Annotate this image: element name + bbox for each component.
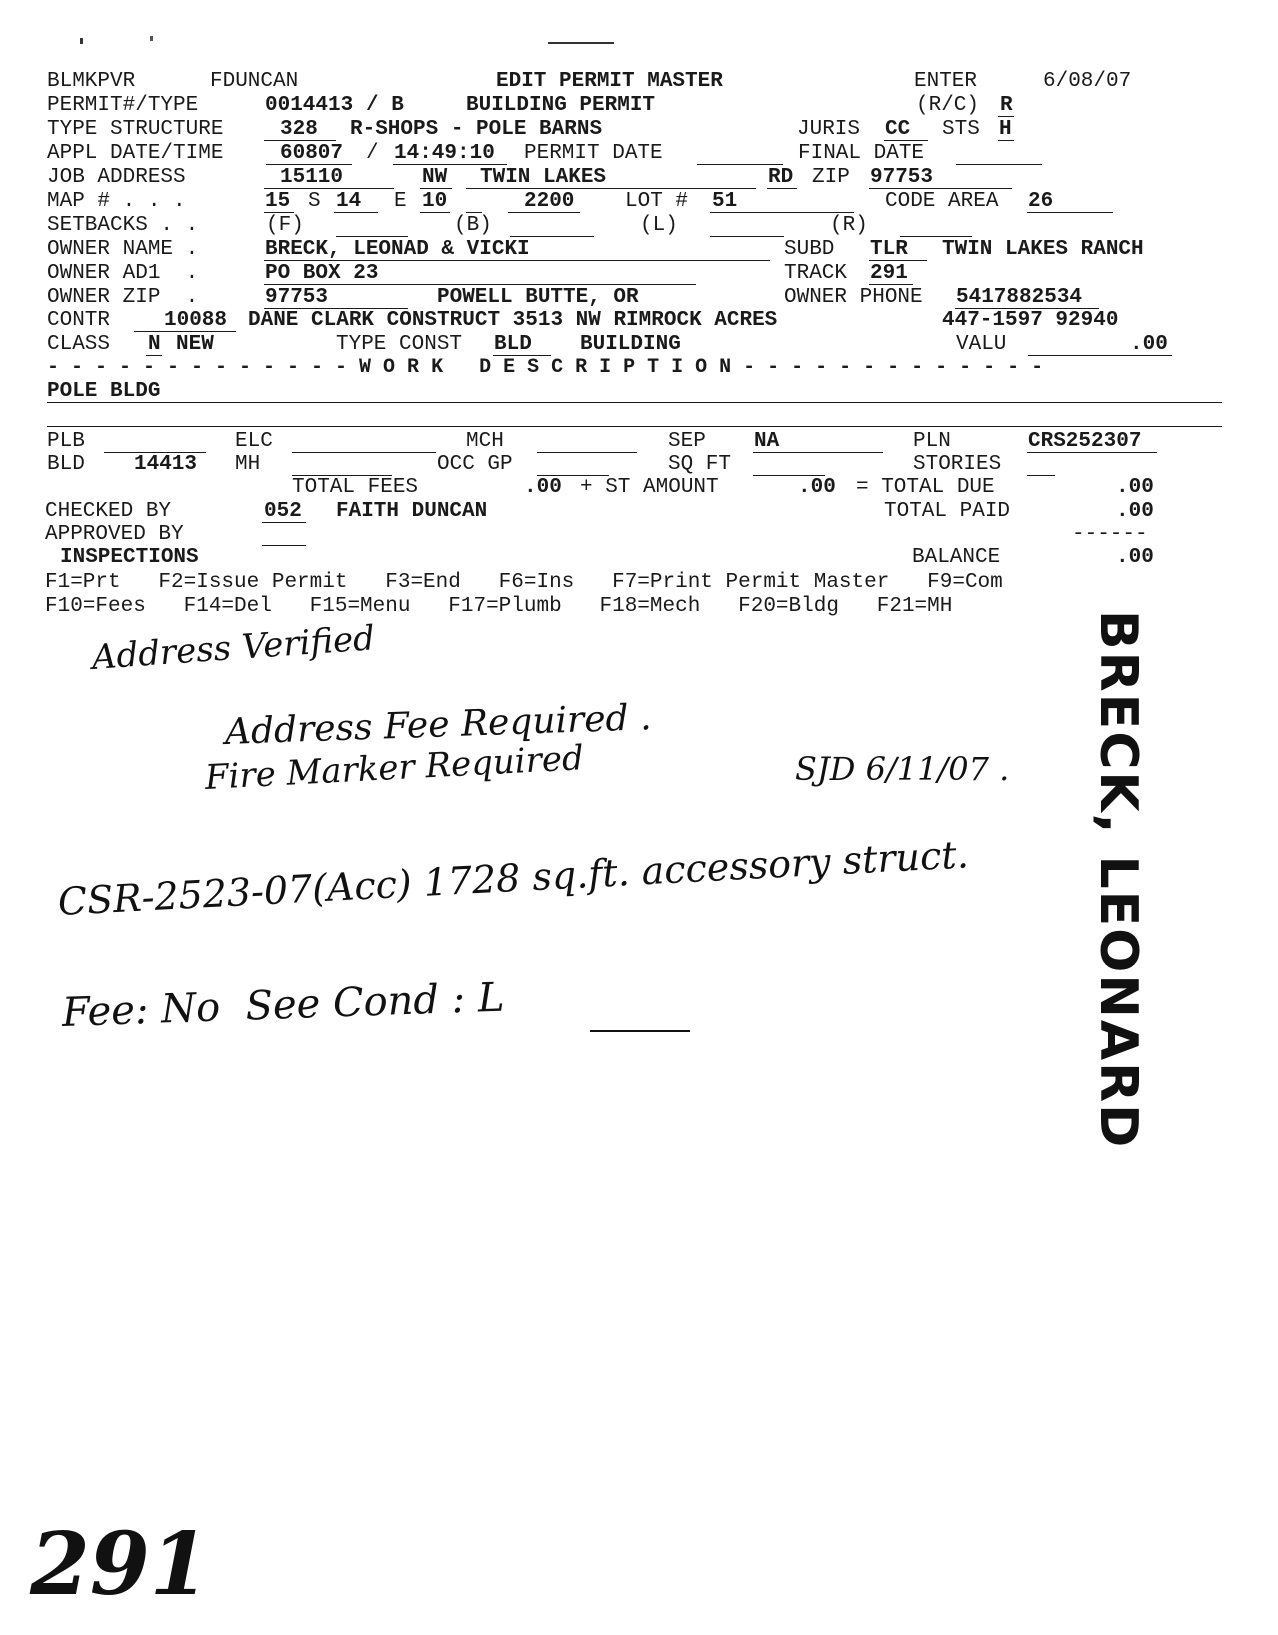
st-amount-label: + ST AMOUNT [580,476,719,499]
map-township[interactable]: 15 [265,190,291,213]
map-range[interactable]: 14 [336,190,362,213]
work-description-heading: - - - - - - - - - - - - - W O R K D E S C R I P T I O N - - - - - - - - - - - - - [47,356,1044,379]
class-description: NEW [176,333,214,356]
total-fees-label: TOTAL FEES [292,476,419,499]
contractor-name: DANE CLARK CONSTRUCT 3513 NW RIMROCK ACRES [248,309,778,332]
subd-name: TWIN LAKES RANCH [942,238,1144,261]
mh-label: MH [235,453,261,476]
lot-label: LOT # [625,190,689,213]
job-suffix[interactable]: RD [768,166,794,189]
total-due-value: .00 [1116,476,1154,499]
job-number[interactable]: 15110 [280,166,344,189]
checked-by-code[interactable]: 052 [264,500,302,523]
st-amount-value: .00 [798,476,836,499]
owner-zip-label: OWNER ZIP . [47,286,199,309]
staple-mark [548,42,614,44]
note-fire-marker: Fire Marker Required [203,738,585,798]
bld-value[interactable]: 14413 [134,453,198,476]
occ-gp-label: OCC GP [437,453,513,476]
type-structure-label: TYPE STRUCTURE [47,118,224,141]
permit-number[interactable]: 0014413 [265,94,354,117]
scan-tick-mark [80,38,83,44]
work-description-line-2 [47,426,1222,427]
setbacks-label: SETBACKS . . [47,214,199,237]
note-address-fee: Address Fee Required . [224,697,653,753]
map-label: MAP # . . . [47,190,186,213]
owner-ad1-label: OWNER AD1 . [47,262,199,285]
subd-code[interactable]: TLR [870,238,908,261]
note-address-verified: Address Verified [90,618,377,678]
work-description-value[interactable]: POLE BLDG [47,380,161,403]
scan-tick-mark [150,36,153,41]
stories-field[interactable] [1027,475,1055,476]
setback-left-field[interactable] [710,236,784,237]
owner-ad1-value[interactable]: PO BOX 23 [265,262,379,285]
total-fees-value: .00 [524,476,562,499]
setback-back-field[interactable] [510,236,594,237]
setback-left-label: (L) [640,214,678,237]
sep-value[interactable]: NA [754,430,780,453]
type-const-description: BUILDING [580,333,681,356]
screen-date: 6/08/07 [1043,70,1132,93]
checked-by-label: CHECKED BY [45,500,172,523]
function-keys-1[interactable]: F1=Prt F2=Issue Permit F3=End F6=Ins F7=Print Permit Master F9=Com [45,571,1003,594]
pln-value[interactable]: CRS252307 [1028,430,1142,453]
plb-label: PLB [47,430,85,453]
screen-title: EDIT PERMIT MASTER [496,70,723,93]
permit-date-label: PERMIT DATE [524,142,663,165]
setback-front-field[interactable] [336,236,408,237]
mch-field[interactable] [537,452,637,453]
map-s-label: S [308,190,321,213]
balance-label: BALANCE [912,546,1001,569]
elc-label: ELC [235,430,273,453]
final-date-field[interactable] [956,164,1042,165]
subd-label: SUBD [784,238,835,261]
total-paid-value: .00 [1116,500,1154,523]
setback-right-field[interactable] [900,236,972,237]
setback-back-label: (B) [454,214,492,237]
program-id: BLMKPVR [47,70,136,93]
balance-value: .00 [1116,546,1154,569]
permit-type-label: PERMIT#/TYPE [47,94,199,117]
job-address-label: JOB ADDRESS [47,166,186,189]
stories-label: STORIES [913,453,1002,476]
type-const-code[interactable]: BLD [494,333,532,356]
sts-value[interactable]: H [999,118,1012,141]
sts-label: STS [942,118,980,141]
bld-label: BLD [47,453,85,476]
contractor-number[interactable]: 10088 [164,309,228,332]
rc-value[interactable]: R [1000,94,1013,117]
owner-phone-value[interactable]: 5417882534 [956,286,1083,309]
mode-label: ENTER [914,70,978,93]
code-area-value[interactable]: 26 [1028,190,1054,213]
juris-label: JURIS [797,118,861,141]
balance-rule: ------ [1072,523,1148,546]
appl-date-value[interactable]: 60807 [280,142,344,165]
pln-label: PLN [913,430,951,453]
class-label: CLASS [47,333,111,356]
approved-by-label: APPROVED BY [45,523,184,546]
permit-date-field[interactable] [697,164,783,165]
zip-label: ZIP [812,166,850,189]
owner-phone-label: OWNER PHONE [784,286,923,309]
job-direction[interactable]: NW [422,166,448,189]
map-section[interactable]: 10 [422,190,448,213]
valu-label: VALU [956,333,1007,356]
structure-code[interactable]: 328 [280,118,318,141]
job-street[interactable]: TWIN LAKES [480,166,607,189]
lot-value[interactable]: 51 [712,190,738,213]
setback-right-label: (R) [830,214,868,237]
track-value[interactable]: 291 [870,262,908,285]
class-code[interactable]: N [148,333,161,356]
note-initials-date: SJD 6/11/07 . [795,750,1010,788]
setback-front-label: (F) [266,214,304,237]
track-label: TRACK [784,262,848,285]
user-id: FDUNCAN [210,70,299,93]
permit-kind: BUILDING PERMIT [466,94,656,117]
job-zip[interactable]: 97753 [870,166,934,189]
margin-owner-name: BRECK, LEONARD [1088,610,1148,1150]
permit-type-code[interactable]: / B [366,94,404,117]
owner-city: POWELL BUTTE, OR [437,286,639,309]
approved-by-field[interactable] [262,545,306,546]
note-fee-condition: Fee: No See Cond : L [61,974,506,1036]
checked-by-name: FAITH DUNCAN [336,500,488,523]
total-due-label: = TOTAL DUE [856,476,995,499]
appl-datetime-label: APPL DATE/TIME [47,142,224,165]
note-case-number: CSR-2523-07(Acc) 1728 sq.ft. accessory struct. [56,832,970,924]
map-e-label: E [394,190,407,213]
elc-field[interactable] [292,452,436,453]
cond-underline [590,1030,690,1032]
code-area-label: CODE AREA [885,190,999,213]
contr-label: CONTR [47,309,111,332]
rc-label: (R/C) [916,94,980,117]
appl-time-value[interactable]: 14:49:10 [394,142,495,165]
total-paid-label: TOTAL PAID [884,500,1011,523]
mch-label: MCH [466,430,504,453]
structure-description: R-SHOPS - POLE BARNS [350,118,603,141]
page-number: 291 [30,1514,210,1615]
sep-label: SEP [668,430,706,453]
sq-ft-label: SQ FT [668,453,732,476]
valu-value[interactable]: .00 [1130,333,1168,356]
owner-name-label: OWNER NAME . [47,238,199,261]
juris-value[interactable]: CC [885,118,911,141]
owner-zip-value[interactable]: 97753 [265,286,329,309]
owner-name-value[interactable]: BRECK, LEONAD & VICKI [265,238,530,261]
inspections-label: INSPECTIONS [60,546,199,569]
final-date-label: FINAL DATE [798,142,925,165]
contractor-phone: 447-1597 92940 [942,309,1119,332]
type-const-label: TYPE CONST [336,333,463,356]
work-description-line-1 [47,402,1222,403]
appl-separator: / [366,142,379,165]
map-tax-lot[interactable]: 2200 [524,190,575,213]
function-keys-2[interactable]: F10=Fees F14=Del F15=Menu F17=Plumb F18=Mech F20=Bldg F21=MH [45,595,953,618]
